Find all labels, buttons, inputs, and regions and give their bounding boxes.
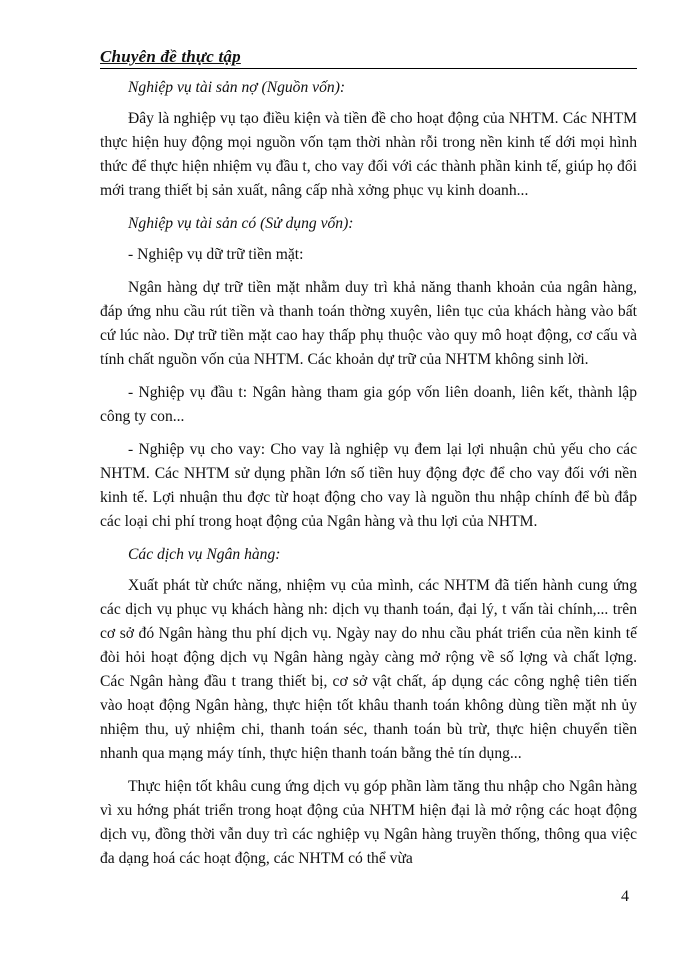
page-number: 4 — [621, 888, 629, 905]
paragraph-cash-reserve-item: - Nghiệp vụ dữ trữ tiền mặt: — [128, 246, 304, 263]
paragraph-lending: - Nghiệp vụ cho vay: Cho vay là nghiệp vụ đem lại lợi nhuận chủ yếu cho các NHTM. Các NHTM sử dụng phần lớn số tiền huy động đợc để cho vay đối với nền kinh tế. Lợi nhuận thu đợc từ hoạt động cho vay là nguồn thu nhập chính để bù đắp các loại chi phí trong hoạt động của Ngân hàng và thu lợi của NHTM. — [100, 441, 637, 530]
document-body — [100, 76, 637, 880]
header-title: Chuyên đề thực tập — [100, 47, 241, 66]
page-header — [100, 40, 637, 69]
paragraph-liabilities: Đây là nghiệp vụ tạo điều kiện và tiền đề cho hoạt động của NHTM. Các NHTM thực hiện huy động mọi nguồn vốn tạm thời nhàn rỗi trong nền kinh tế dới mọi hình thức để thực hiện nhiệm vụ đầu t, cho vay đối với các thành phần kinh tế, giúp họ đổi mới trang thiết bị sản xuất, nâng cấp nhà xởng phục vụ kinh doanh... — [100, 110, 637, 199]
heading-bank-services: Các dịch vụ Ngân hàng: — [128, 546, 281, 563]
heading-assets: Nghiệp vụ tài sản có (Sử dụng vốn): — [128, 215, 354, 232]
paragraph-service-income: Thực hiện tốt khâu cung ứng dịch vụ góp phần làm tăng thu nhập cho Ngân hàng vì xu hớng phát triển trong hoạt động của NHTM hiện đại là mở rộng các hoạt động dịch vụ, đồng thời vẫn duy trì các nghiệp vụ Ngân hàng truyền thống, thông qua việc đa dạng hoá các hoạt động, các NHTM có thể vừa — [100, 778, 637, 867]
heading-liabilities: Nghiệp vụ tài sản nợ (Nguồn vốn): — [128, 79, 346, 96]
paragraph-cash-reserve: Ngân hàng dự trữ tiền mặt nhằm duy trì khả năng thanh khoản của ngân hàng, đáp ứng nhu cầu rút tiền và thanh toán thờng xuyên, liên tục của khách hàng vào bất cứ lúc nào. Dự trữ tiền mặt cao hay thấp phụ thuộc vào quy mô hoạt động, cơ cấu và tính chất nguồn vốn của NHTM. Các khoản dự trữ của NHTM không sinh lời. — [100, 279, 637, 368]
paragraph-bank-services: Xuất phát từ chức năng, nhiệm vụ của mình, các NHTM đã tiến hành cung ứng các dịch vụ phục vụ khách hàng nh: dịch vụ thanh toán, đại lý, t vấn tài chính,... trên cơ sở đó Ngân hàng thu phí dịch vụ. Ngày nay do nhu cầu phát triển của nền kinh tế đòi hỏi hoạt động dịch vụ Ngân hàng ngày càng mở rộng về số lợng và chất lợng. Các Ngân hàng đầu t trang thiết bị, cơ sở vật chất, áp dụng các công nghệ tiên tiến vào hoạt động Ngân hàng, thực hiện tốt khâu thanh toán không dùng tiền mặt nh ủy nhiệm thu, uỷ nhiệm chi, thanh toán séc, thanh toán bù trừ, thực hiện chuyển tiền nhanh qua mạng máy tính, thực hiện thanh toán bằng thẻ tín dụng... — [100, 577, 637, 762]
paragraph-investment: - Nghiệp vụ đầu t: Ngân hàng tham gia góp vốn liên doanh, liên kết, thành lập công ty con... — [100, 384, 637, 425]
